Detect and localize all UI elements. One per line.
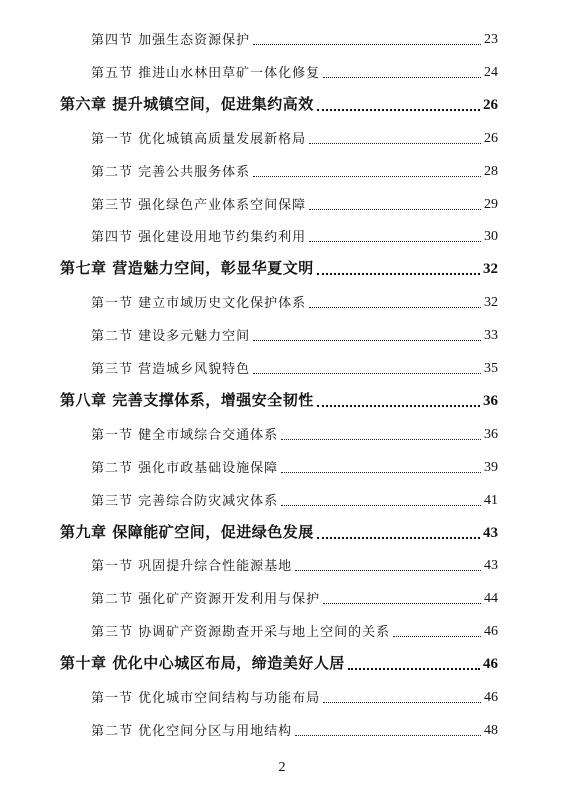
toc-entry-title: 第一节 优化城市空间结构与功能布局 (91, 691, 321, 706)
toc-entry-title: 第六章 提升城镇空间，促进集约高效 (60, 94, 314, 113)
toc-section-entry[interactable] (91, 719, 498, 739)
toc-entry-title: 第二节 强化市政基础设施保障 (91, 460, 279, 476)
toc-entry-title: 第三节 完善综合防灾减灾体系 (91, 493, 279, 509)
toc-entry-page: 43 (483, 524, 498, 541)
toc-entry-title: 第四节 加强生态资源保护 (91, 33, 251, 48)
toc-entry-title: 第八章 完善支撑体系，增强安全韧性 (60, 390, 314, 409)
dot-leader (323, 603, 481, 604)
toc-section-entry[interactable] (91, 587, 498, 607)
toc-entry-title: 第七章 营造魅力空间，彰显华夏文明 (60, 259, 314, 278)
toc-chapter-entry[interactable] (60, 522, 498, 542)
toc-entry-page: 36 (484, 426, 498, 442)
toc-entry-page: 23 (484, 32, 498, 47)
toc-section-entry[interactable] (91, 61, 498, 81)
dot-leader (253, 176, 481, 177)
toc-entry-title: 第一节 建立市域历史文化保护体系 (91, 296, 307, 312)
dot-leader (348, 668, 480, 670)
toc-section-entry[interactable] (91, 28, 498, 48)
toc-entry-title: 第九章 保障能矿空间，促进绿色发展 (60, 522, 314, 541)
toc-section-entry[interactable] (91, 193, 498, 213)
toc-section-entry[interactable] (91, 160, 498, 180)
toc-chapter-entry[interactable] (60, 258, 498, 278)
dot-leader (295, 570, 481, 571)
dot-leader (323, 77, 481, 78)
toc-entry-page: 41 (484, 492, 498, 508)
dot-leader (253, 373, 481, 374)
toc-entry-title: 第三节 协调矿产资源勘查开采与地上空间的关系 (91, 625, 391, 641)
toc-entry-page: 32 (484, 295, 498, 311)
toc-entry-page: 39 (484, 459, 498, 475)
toc-entry-title: 第二节 优化空间分区与用地结构 (91, 723, 293, 739)
toc-entry-page: 33 (484, 328, 498, 344)
toc-entry-title: 第一节 巩固提升综合性能源基地 (91, 559, 293, 575)
toc-entry-page: 46 (484, 690, 498, 705)
toc-entry-title: 第三节 强化绿色产业体系空间保障 (91, 197, 307, 213)
toc-section-entry[interactable] (91, 686, 498, 706)
toc-entry-page: 26 (484, 130, 498, 146)
toc-entry-page: 48 (484, 722, 498, 738)
toc-entry-page: 28 (484, 163, 498, 179)
toc-section-entry[interactable] (91, 554, 498, 574)
toc-entry-title: 第四节 强化建设用地节约集约利用 (91, 230, 307, 246)
dot-leader (253, 340, 481, 341)
page-number: 2 (278, 760, 286, 775)
toc-section-entry[interactable] (91, 456, 498, 476)
toc-section-entry[interactable] (91, 423, 498, 443)
toc-entry-page: 26 (483, 96, 498, 113)
toc-entry-page: 44 (484, 591, 498, 607)
toc-entry-title: 第十章 优化中心城区布局，缔造美好人居 (60, 654, 345, 673)
toc-entry-page: 24 (484, 64, 498, 80)
dot-leader (309, 241, 481, 242)
dot-leader (281, 439, 481, 440)
dot-leader (317, 273, 480, 275)
toc-chapter-entry[interactable] (60, 390, 498, 410)
toc-section-entry[interactable] (91, 324, 498, 344)
dot-leader (317, 405, 480, 407)
dot-leader (317, 109, 480, 111)
toc-entry-title: 第三节 营造城乡风貌特色 (91, 362, 251, 377)
dot-leader (295, 735, 481, 736)
toc-entry-page: 46 (483, 656, 498, 673)
toc-entry-title: 第二节 完善公共服务体系 (91, 164, 251, 180)
toc-entry-title: 第一节 优化城镇高质量发展新格局 (91, 131, 307, 147)
toc-entry-title: 第二节 强化矿产资源开发利用与保护 (91, 592, 321, 608)
toc-chapter-entry[interactable] (60, 653, 498, 673)
toc-entry-page: 30 (484, 229, 498, 245)
dot-leader (253, 44, 481, 45)
toc-entry-title: 第五节 推进山水林田草矿一体化修复 (91, 65, 321, 81)
toc-entry-page: 36 (483, 392, 498, 409)
dot-leader (317, 537, 480, 539)
dot-leader (309, 209, 481, 210)
toc-section-entry[interactable] (91, 489, 498, 509)
dot-leader (393, 636, 481, 637)
toc-entry-page: 32 (483, 261, 498, 278)
toc-entry-page: 46 (484, 624, 498, 640)
toc-section-entry[interactable] (91, 225, 498, 245)
toc-entry-page: 35 (484, 361, 498, 376)
dot-leader (309, 143, 481, 144)
dot-leader (281, 505, 481, 506)
toc-section-entry[interactable] (91, 357, 498, 377)
toc-section-entry[interactable] (91, 291, 498, 311)
toc-entry-page: 29 (484, 196, 498, 212)
toc-section-entry[interactable] (91, 127, 498, 147)
toc-chapter-entry[interactable] (60, 94, 498, 114)
dot-leader (281, 472, 481, 473)
dot-leader (323, 702, 481, 703)
toc-entry-page: 43 (484, 558, 498, 574)
toc-entry-title: 第一节 健全市域综合交通体系 (91, 427, 279, 443)
toc-section-entry[interactable] (91, 620, 498, 640)
toc-entry-title: 第二节 建设多元魅力空间 (91, 329, 251, 345)
dot-leader (309, 307, 481, 308)
